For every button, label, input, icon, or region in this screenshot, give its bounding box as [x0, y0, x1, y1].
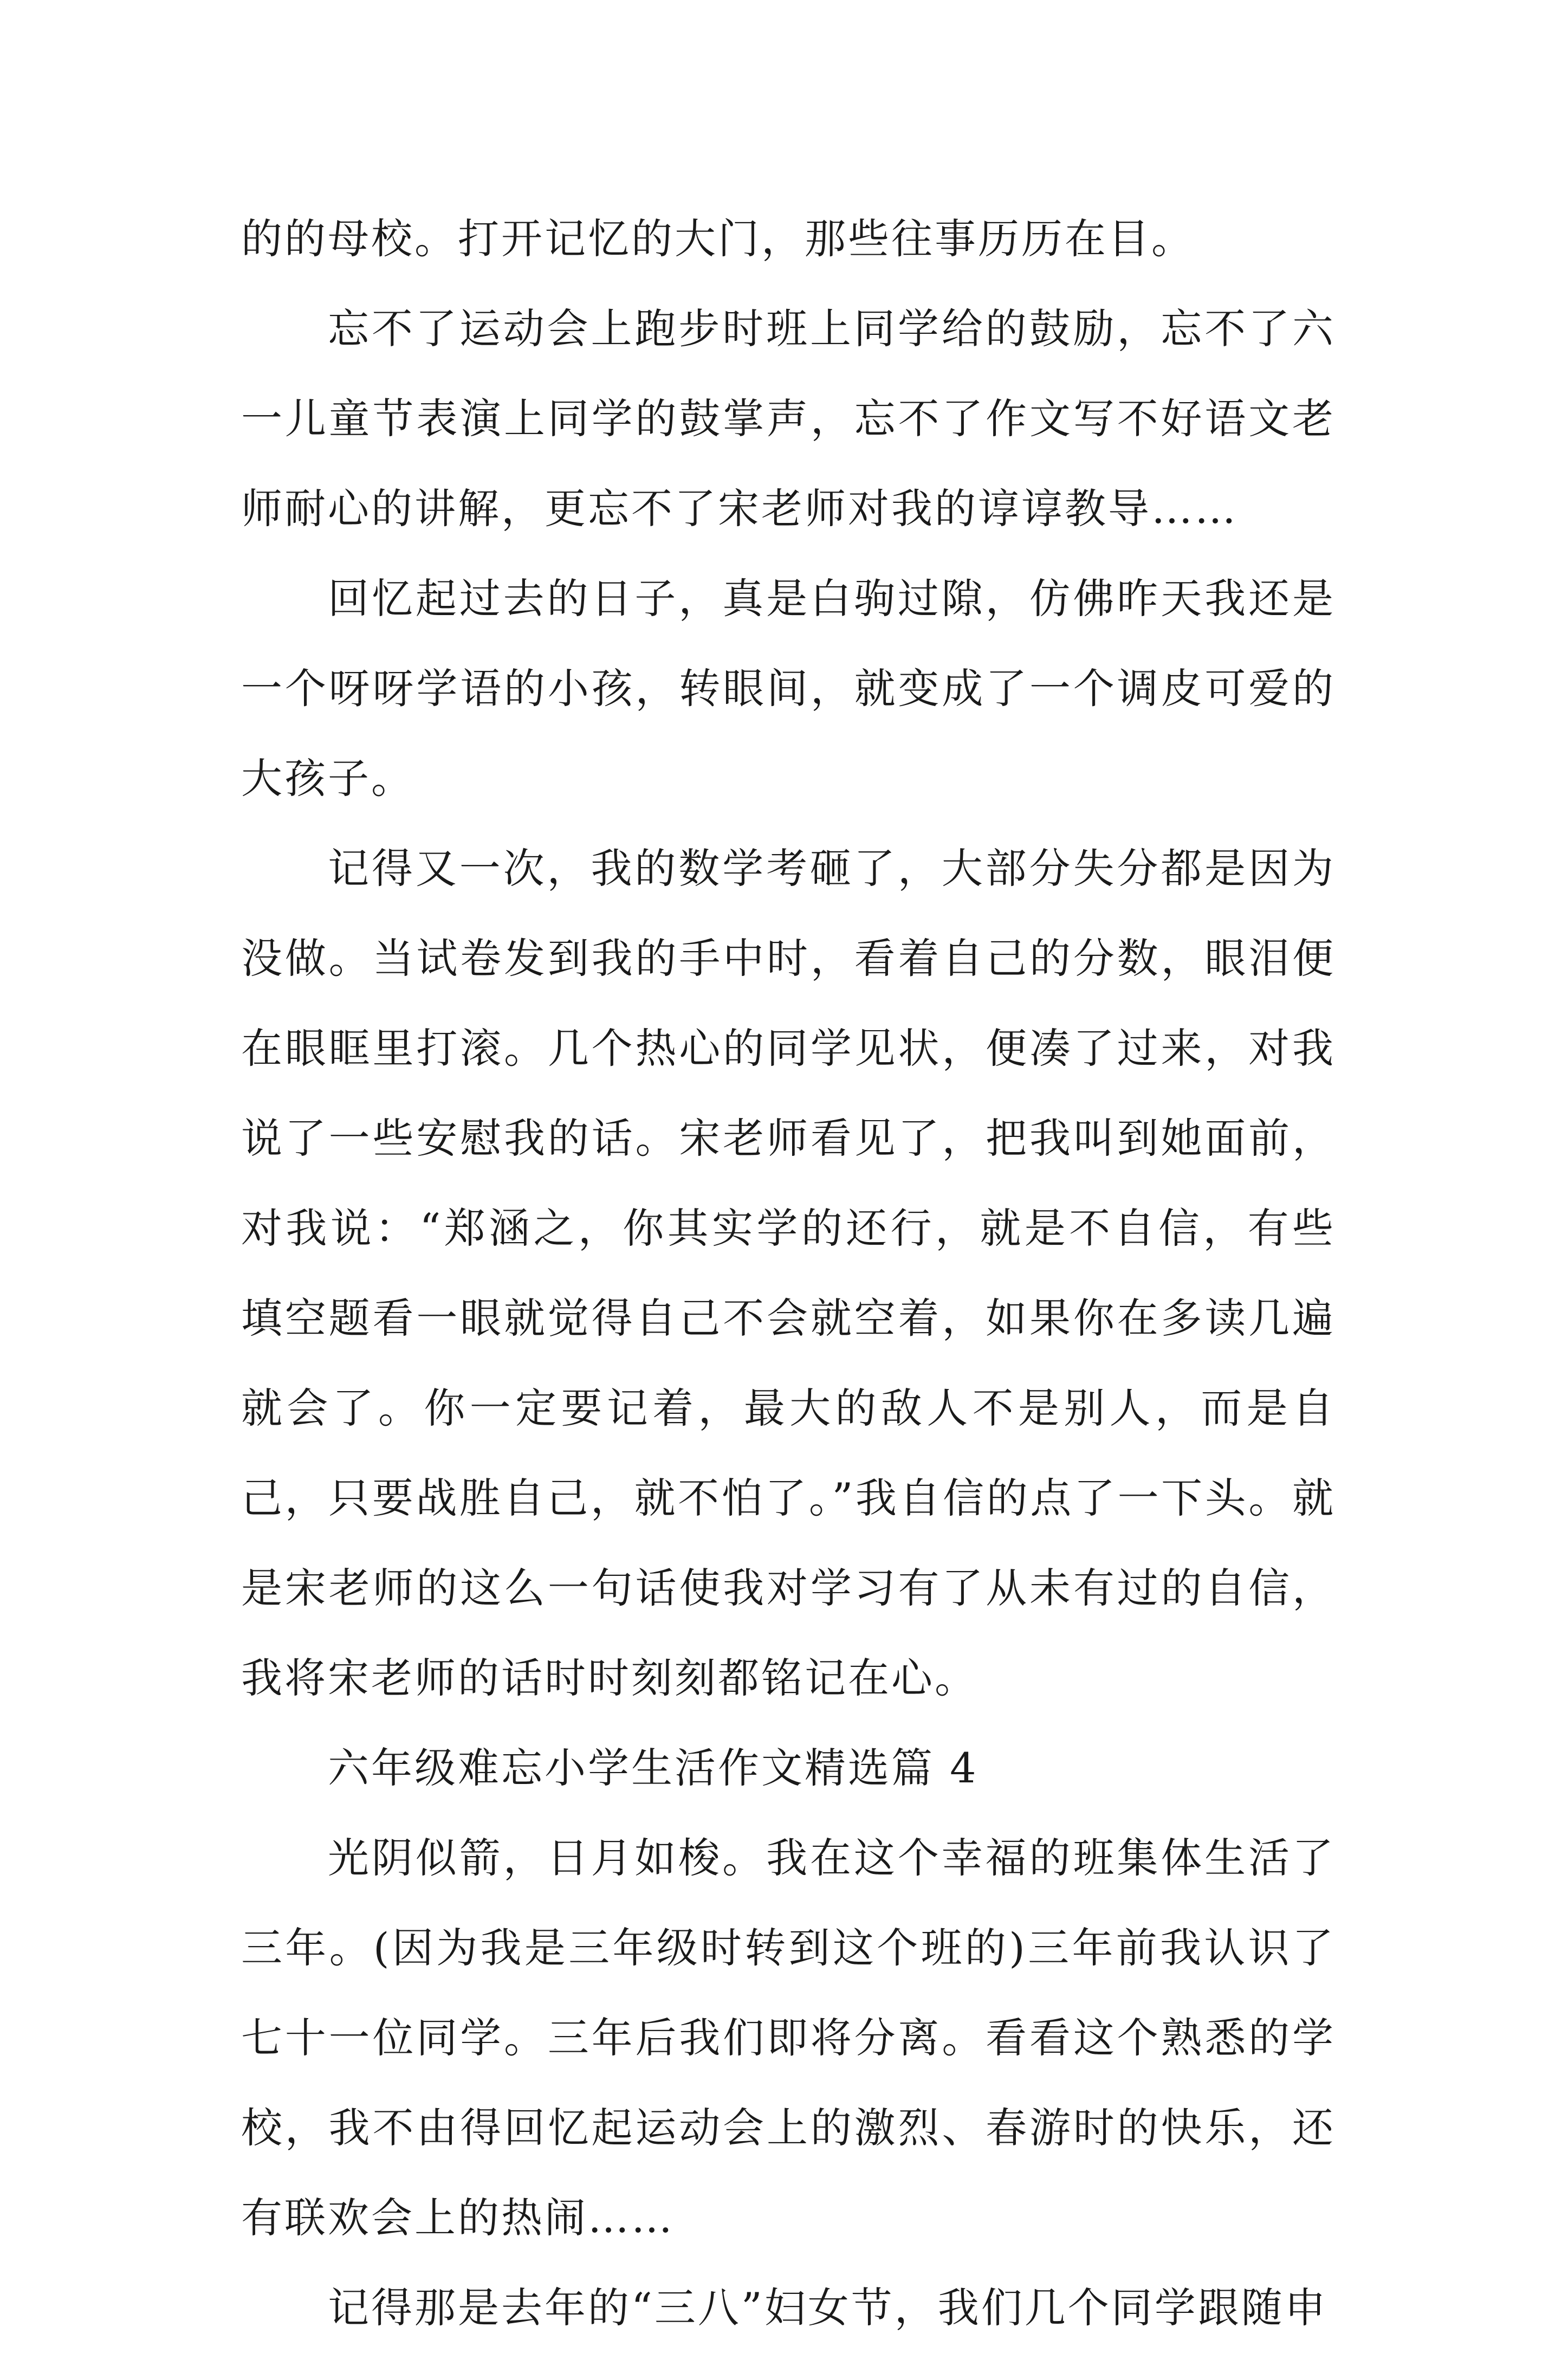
- paragraph: 的的母校。打开记忆的大门，那些往事历历在目。: [241, 215, 1195, 263]
- essay-text: [241, 194, 1336, 2353]
- paragraph: 记得又一次，我的数学考砸了，大部分失分都是因为没做。当试卷发到我的手中时，看着自己的分数，眼泪便在眼眶里打滚。几个热心的同学见状，便凑了过来，对我说了一些安慰我的话。宋老师看见了，把我叫到她面前，对我说：“郑涵之，你其实学的还行，就是不自信，有些填空题看一眼就觉得自己不会就空着，如果你在多读几遍就会了。你一定要记着，最大的敌人不是别人，而是自己，只要战胜自己，就不怕了。”我自信的点了一下头。就是宋老师的这么一句话使我对学习有了从未有过的自信，我将宋老师的话时时刻刻都铭记在心。: [241, 844, 1336, 1702]
- section-heading: 六年级难忘小学生活作文精选篇 4: [328, 1744, 979, 1792]
- paragraph: 记得那是去年的“三八”妇女节，我们几个同学跟随申: [328, 2284, 1328, 2332]
- paragraph: 忘不了运动会上跑步时班上同学给的鼓励，忘不了六一儿童节表演上同学的鼓掌声，忘不了作文写不好语文老师耐心的讲解，更忘不了宋老师对我的谆谆教导……: [241, 305, 1336, 533]
- paragraph: 回忆起过去的日子，真是白驹过隙，仿佛昨天我还是一个呀呀学语的小孩，转眼间，就变成了一个调皮可爱的大孩子。: [241, 574, 1336, 803]
- paragraph: 光阴似箭，日月如梭。我在这个幸福的班集体生活了三年。(因为我是三年级时转到这个班的)三年前我认识了七十一位同学。三年后我们即将分离。看看这个熟悉的学校，我不由得回忆起运动会上的激烈、春游时的快乐，还有联欢会上的热闹……: [241, 1834, 1336, 2242]
